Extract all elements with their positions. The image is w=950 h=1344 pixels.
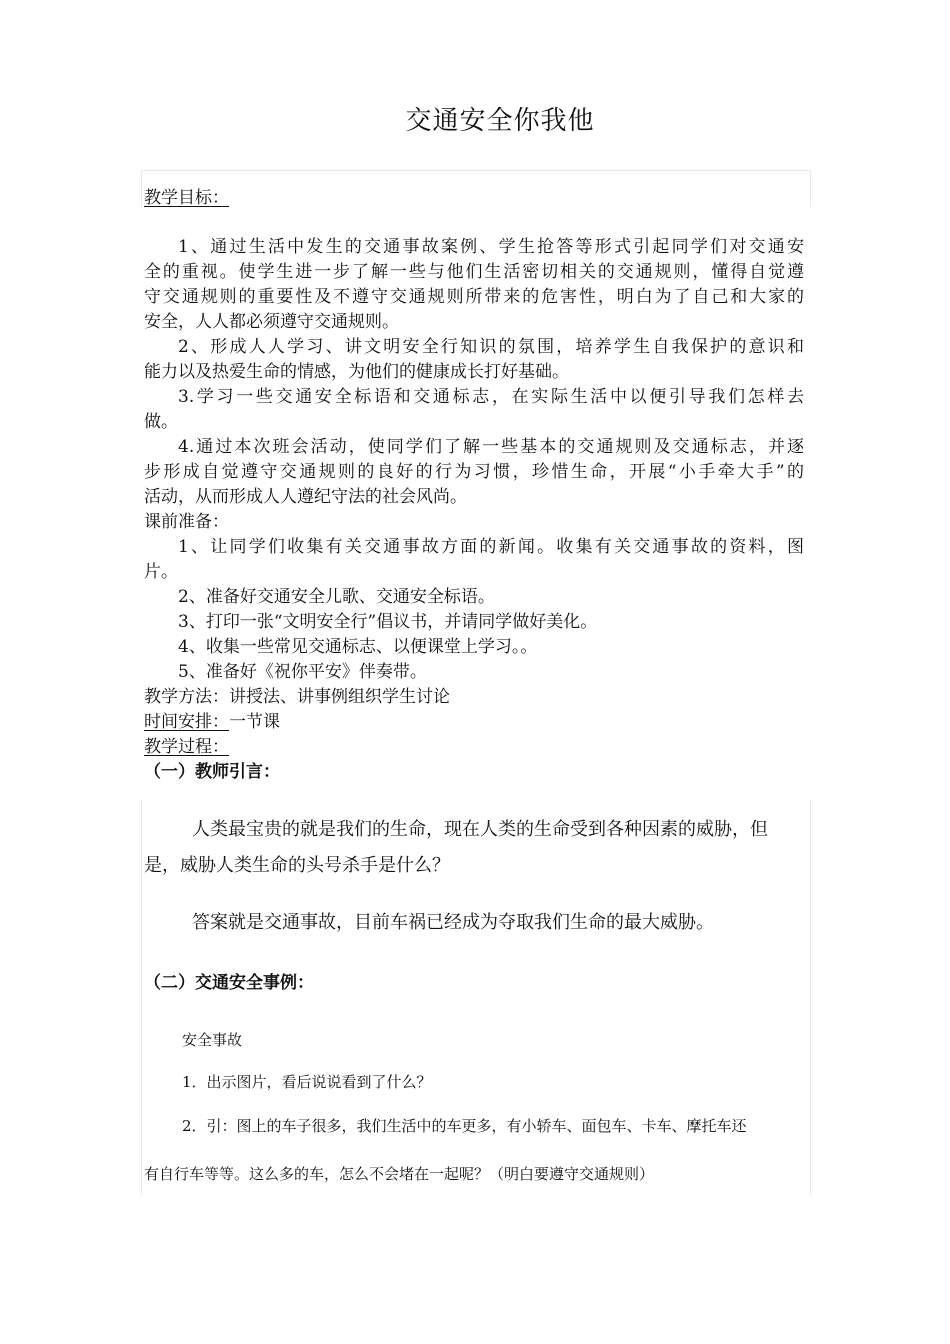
- intro-line-3: 答案就是交通事故，目前车祸已经成为夺取我们生命的最大威胁。: [192, 912, 714, 933]
- section-1-heading: （一）教师引言：: [144, 762, 280, 782]
- time-arrangement: [144, 707, 280, 732]
- goal-3-line-1: 3.学习一些交通安全标语和交通标志，在实际生活中以便引导我们怎样去: [178, 387, 804, 407]
- section-2-heading: （二）交通安全事例：: [144, 973, 314, 993]
- goal-1-line-4: 安全，人人都必须遵守交通规则。: [144, 312, 399, 332]
- prep-item-2: 2、准备好交通安全儿歌、交通安全标语。: [178, 587, 495, 607]
- process-heading: 教学过程：: [144, 737, 229, 757]
- example-item-1: 1．出示图片，看后说说看到了什么？: [182, 1073, 432, 1091]
- teaching-method: 教学方法：讲授法、讲事例组织学生讨论: [144, 687, 450, 707]
- prep-item-4: 4、收集一些常见交通标志、以便课堂上学习。。: [178, 637, 538, 657]
- goals-heading: 教学目标：: [144, 188, 229, 208]
- goal-1-line-1: 1、通过生活中发生的交通事故案例、学生抢答等形式引起同学们对交通安: [178, 237, 804, 257]
- frame-top: [141, 170, 811, 207]
- goal-1-line-2: 全的重视。使学生进一步了解一些与他们生活密切相关的交通规则，懂得自觉遵: [144, 262, 804, 282]
- goal-4-line-3: 活动，从而形成人人遵纪守法的社会风尚。: [144, 487, 467, 507]
- prep-item-5: 5、准备好《祝你平安》伴奏带。: [178, 662, 427, 682]
- time-label: 时间安排：: [144, 712, 229, 732]
- goal-2-line-2: 能力以及热爱生命的情感，为他们的健康成长打好基础。: [144, 362, 569, 382]
- page-title: 交通安全你我他: [405, 106, 595, 136]
- prep-heading: 课前准备：: [144, 512, 229, 532]
- goal-2-line-1: 2、形成人人学习、讲文明安全行知识的氛围，培养学生自我保护的意识和: [178, 337, 804, 357]
- goal-4-line-2: 步形成自觉遵守交通规则的良好的行为习惯，珍惜生命，开展“小手牵大手”的: [144, 462, 804, 482]
- intro-line-2: 是，威胁人类生命的头号杀手是什么？: [144, 855, 450, 876]
- prep-item-1-line-2: 片。: [144, 562, 178, 582]
- prep-item-3: 3、打印一张“文明安全行”倡议书，并请同学做好美化。: [178, 612, 598, 632]
- goal-1-line-3: 守交通规则的重要性及不遵守交通规则所带来的危害性，明白为了自己和大家的: [144, 287, 804, 307]
- accident-subheading: 安全事故: [182, 1031, 243, 1049]
- goal-3-line-2: 做。: [144, 412, 178, 432]
- example-item-2-line-2: 有自行车等等。这么多的车，怎么不会堵在一起呢？（明白要遵守交通规则）: [144, 1165, 655, 1183]
- time-value: 一节课: [229, 712, 280, 732]
- goal-4-line-1: 4.通过本次班会活动，使同学们了解一些基本的交通规则及交通标志，并逐: [178, 437, 804, 457]
- example-item-2-line-1: 2．引：图上的车子很多，我们生活中的车更多，有小轿车、面包车、卡车、摩托车还: [182, 1117, 747, 1135]
- prep-item-1-line-1: 1、让同学们收集有关交通事故方面的新闻。收集有关交通事故的资料，图: [178, 537, 804, 557]
- intro-line-1: 人类最宝贵的就是我们的生命，现在人类的生命受到各种因素的威胁，但: [192, 819, 768, 840]
